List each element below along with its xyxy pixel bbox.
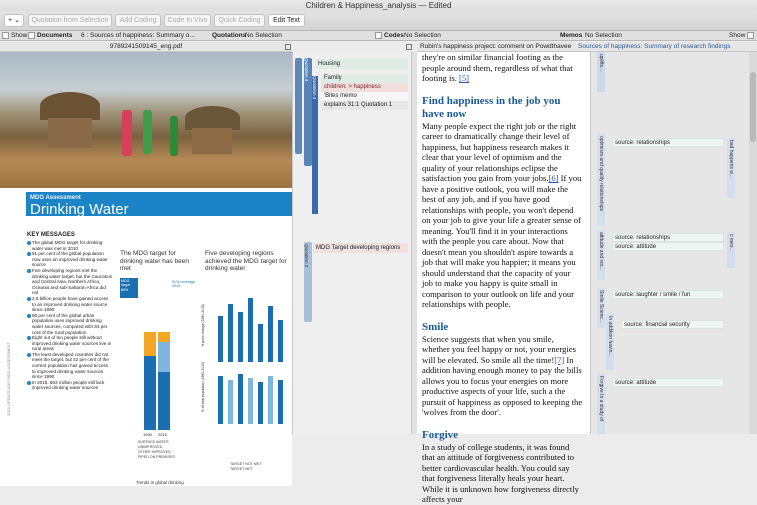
text-document[interactable]	[417, 52, 590, 504]
code-bar-label: optimism and quality relationships	[598, 136, 604, 212]
edit-text-button[interactable]: Edit Text	[268, 14, 305, 27]
documents-selector[interactable]: 6 : Sources of happiness: Summary o...	[81, 32, 195, 39]
key-message-item: Eight out of ten people still without improved drinking water sources live in rural areas	[27, 335, 112, 352]
code-chip[interactable]: source: relationships	[612, 233, 724, 242]
paragraph: In a study of college students, it was found that an attitude of forgiveness contributed to better cardiovascular health. You could say that forgiveness literally heals your heart. While it is unknown how forgiveness directly affects your	[422, 441, 579, 504]
pdf-close-icon[interactable]	[285, 44, 291, 50]
chart1-bar-2015	[158, 332, 170, 430]
code-bar-label: c mes...	[728, 234, 734, 252]
documents-label: Documents	[37, 32, 73, 39]
pdf-title-band	[26, 192, 292, 216]
pdf-page	[0, 192, 292, 486]
heading: Smile	[422, 320, 449, 333]
pdf-footer-text: Trends in global drinking	[136, 480, 184, 485]
quotations-label: Quotations	[212, 32, 247, 39]
codes-label: Codes	[384, 32, 404, 39]
code-bar-label: Smile Scienc...	[598, 290, 604, 324]
chart1-legend	[138, 440, 175, 460]
pdf-photo	[0, 52, 292, 188]
quick-coding-button[interactable]: Quick Coding	[214, 14, 265, 27]
key-messages-heading: KEY MESSAGES	[27, 232, 75, 238]
codes-toggle-icon[interactable]	[375, 32, 382, 39]
chart2-legend	[230, 462, 261, 472]
footnote-link[interactable]: [5]	[459, 73, 470, 83]
memos-selector[interactable]: No Selection	[585, 32, 622, 39]
chart1-badge: 91% coverage 2015	[172, 280, 195, 289]
scrollbar[interactable]	[749, 52, 757, 434]
key-message-item: 91 per cent of the global population now uses an improved drinking water source	[27, 251, 112, 268]
right-pane-header	[576, 42, 757, 52]
chart2-yaxis-label: % of total population (1990-2015)	[201, 362, 205, 413]
selector-bar	[0, 31, 757, 41]
text-pane-header	[417, 42, 590, 52]
hut-wall-shape	[192, 128, 232, 154]
footnote-link[interactable]: [7]	[554, 354, 565, 365]
key-message-item: The global MDG target for drinking water was met in 2010	[27, 240, 112, 251]
pdf-viewer[interactable]	[0, 52, 292, 485]
memo-item[interactable]: 'Bites memo	[321, 92, 408, 101]
add-coding-button[interactable]: Add Coding	[115, 14, 161, 27]
footnote-link[interactable]: [6]	[548, 173, 559, 183]
pdf-side-label: 2015 UPDATE AND MDG ASSESSMENT	[6, 342, 11, 416]
code-bar-label: Forgive In a study of	[598, 376, 604, 422]
window-title: Children & Happiness_analysis — Edited	[305, 1, 452, 10]
chart2-bars-top	[214, 276, 292, 366]
key-message-item: Five developing regions met the drinking water target, but the Caucasus and Central Asia, Northern Africa, Oceania and sub-Saharan Africa did not	[27, 268, 112, 296]
add-menu-button[interactable]: + ⌄	[4, 14, 24, 27]
legend-item: OTHER IMPROVED	[138, 450, 171, 454]
text-pane-title: Rubin's happiness project: comment on Powdthavee	[420, 43, 572, 50]
quotation-2-label: Quotation 2	[304, 244, 309, 268]
person-figure	[143, 110, 152, 154]
paragraph: Science suggests that when you smile, whether you feel happy or not, your energies will be elevated. So smile all the time![7] In addition having enough money to pay the bills allows you to focus your energies on more productive aspects of your life, such a the pursuit of happiness as opposed to keeping the 'wolves from the door'.	[422, 333, 583, 417]
heading: Forgive	[422, 428, 459, 441]
show-left-label[interactable]: Show	[11, 32, 28, 39]
toolbar	[0, 11, 757, 31]
code-mdg-target[interactable]: MDG Target developing regions	[313, 243, 408, 253]
heading: Find happiness in the job you have now	[422, 94, 561, 120]
quotations-selector[interactable]: No Selection	[245, 32, 282, 39]
legend-item: SURFACE WATER	[138, 440, 169, 444]
chart1-xlabel: 1990	[143, 432, 152, 437]
chart1-badge: MDG target 88%	[120, 278, 138, 298]
margin-expand-icon[interactable]	[406, 44, 412, 50]
show-right-toggle-icon[interactable]	[747, 32, 754, 39]
paragraph: Many people expect the right job or the right career to dramatically change their level of happiness, but happiness research makes it clear that your level of optimism and the quality of your relationships eclipse the satisfaction you gain from your jobs.[6] If you have a positive outlook, you will make the best of any job, and if you have good relationships with people, you won't depend on your job to give your life a greater sense of meaning. You'll find it in your interactions with the people you care about. Now that doesn't mean you shouldn't aspire towards a job that will make you happier; it means you should understand that the capacity of your job to make you happy is quite small in comparison to your outlook on life and your relationships with people.	[422, 120, 582, 309]
quotation-4-label: Quotation 4	[304, 58, 309, 82]
pdf-filename: 9789241509145_eng.pdf	[109, 43, 183, 50]
pdf-header-small: MDG Assessment	[30, 195, 81, 201]
code-chip[interactable]: source: financial security	[621, 320, 724, 329]
person-figure	[122, 110, 132, 156]
code-family[interactable]: Family	[321, 74, 408, 83]
code-chip[interactable]: source: attitude	[612, 378, 724, 387]
right-pane-title: Sources of happiness: Summary of research findings	[578, 43, 731, 50]
chart2-bars-bottom	[214, 370, 292, 426]
hut-roof-shape	[185, 106, 240, 130]
code-bar-label: In addition havin...	[607, 316, 613, 357]
scrollbar-thumb[interactable]	[750, 72, 756, 142]
chart2-yaxis-label: % point change (1990-2015)	[201, 304, 205, 347]
legend-item: UNIMPROVED	[138, 445, 163, 449]
link-item[interactable]: explains 31:1 Quotation 1	[321, 101, 408, 110]
memos-label: Memos	[560, 32, 583, 39]
pdf-margin-area	[292, 52, 412, 434]
hut-wall-shape	[48, 118, 92, 148]
code-chip[interactable]: source: attitude	[612, 242, 724, 251]
show-right-label[interactable]: Show	[729, 32, 746, 39]
chart1-bar-1990	[144, 332, 156, 430]
codes-selector[interactable]: No Selection	[404, 32, 441, 39]
key-message-item: 2.6 billion people have gained access to an improved drinking water source since 1990	[27, 296, 112, 313]
code-bar-label: uplifts...	[598, 54, 604, 72]
pdf-title: Drinking Water	[30, 201, 129, 218]
code-bar-label: attitude and res...	[598, 232, 604, 271]
code-housing[interactable]: Housing	[315, 59, 408, 69]
person-figure	[170, 116, 178, 156]
chart2-title: Five developing regions achieved the MDG target for drinking water	[205, 250, 287, 273]
key-messages-list	[27, 240, 112, 486]
chart1-xlabel: 2015	[158, 432, 167, 437]
documents-toggle-icon[interactable]	[28, 32, 35, 39]
legend-item: TARGET NOT MET	[230, 462, 262, 466]
code-bar-label: bad happens w...	[728, 140, 734, 178]
code-children-happiness[interactable]: children: > happiness	[321, 83, 408, 92]
paragraph: they're on similar financial footing as the people around them, regardless of what that footing is. [5]	[422, 52, 573, 83]
hut-roof-shape	[40, 92, 100, 120]
legend-item: TARGET MET	[230, 467, 253, 471]
key-message-item: In 2015, 663 million people still lack improved drinking water sources	[27, 380, 112, 391]
quotation-from-selection-button[interactable]: Quotation from Selection	[28, 14, 112, 27]
text-margin-area	[590, 52, 757, 434]
chart1-title: The MDG target for drinking water has been met	[120, 250, 190, 273]
show-left-toggle-icon[interactable]	[2, 32, 9, 39]
quotation-bracket[interactable]	[295, 58, 302, 154]
pdf-header	[0, 42, 292, 52]
quotation-3-label: Quotation 3	[312, 76, 317, 100]
legend-item: PIPED ON PREMISES	[138, 455, 175, 459]
key-message-item: 96 per cent of the global urban population uses improved drinking water sources, compared with 84 per cent of the rural population	[27, 313, 112, 335]
code-chip[interactable]: source: laughter / smile / fun	[612, 290, 724, 299]
code-chip[interactable]: source: relationships	[612, 138, 724, 147]
code-in-vivo-button[interactable]: Code In Vivo	[164, 14, 211, 27]
key-message-item: The least developed countries did not meet the target, but 42 per cent of the current population has gained access to improved drinking water sources since 1990	[27, 352, 112, 380]
